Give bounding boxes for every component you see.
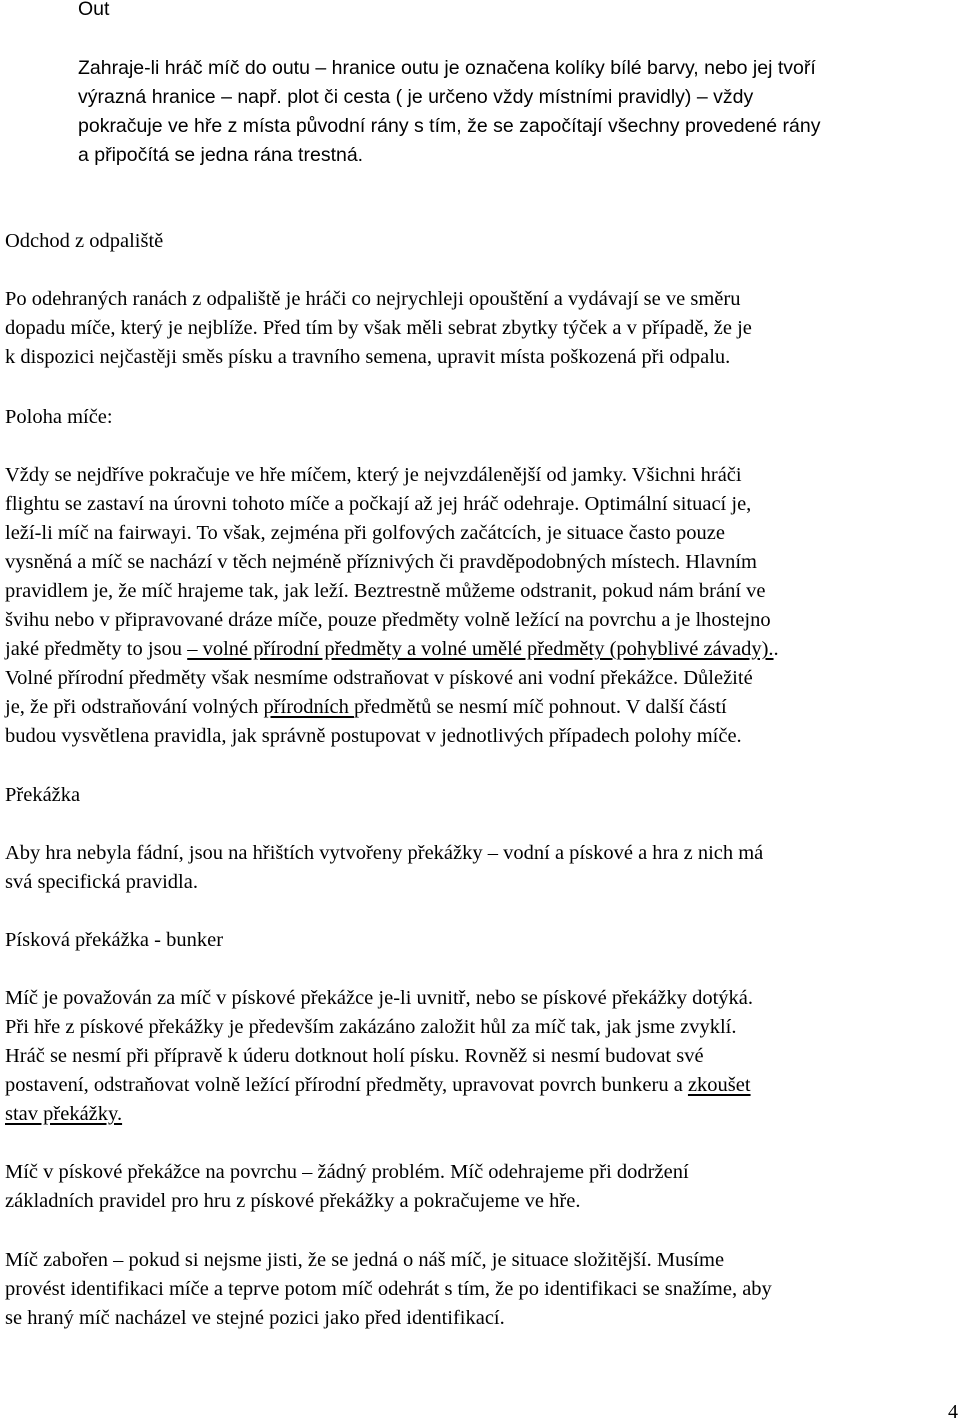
text-line: je, že při odstraňování volných přírodních předmětů se nesmí míč pohnout. V další částí [5,696,727,718]
paragraph-zaboren [5,1246,954,1333]
underlined-term: stav překážky. [5,1103,123,1125]
text-line: Volné přírodní předměty však nesmíme odstraňovat v pískové ani vodní překážce. Důležité [5,667,753,689]
paragraph-poloha [5,461,954,751]
text-line: provést identifikaci míče a teprve potom míč odehrát s tím, že po identifikaci se snažíme, aby [5,1278,772,1300]
heading-bunker: Písková překážka - bunker [5,929,224,951]
page-number: 4 [948,1401,958,1423]
underlined-term: přírodních [263,696,354,718]
text-line: základních pravidel pro hru z pískové překážky a pokračujeme ve hře. [5,1190,581,1212]
paragraph-povrch [5,1158,954,1216]
heading-out: Out [78,0,110,20]
text-line: leží-li míč na fairwayi. To však, zejména při golfových začátcích, je situace často pouze [5,522,725,544]
text-line: k dispozici nejčastěji směs písku a travního semena, upravit místa poškozená při odpalu. [5,346,731,368]
underlined-term: zkoušet [687,1074,751,1096]
heading-poloha: Poloha míče: [5,406,113,428]
paragraph-bunker [5,984,954,1129]
text-line: svá specifická pravidla. [5,871,198,893]
text-line: vysněná a míč se nachází v těch nejméně příznivých či pravděpodobných místech. Hlavním [5,551,757,573]
text-line: Hráč se nesmí při přípravě k úderu dotknout holí písku. Rovněž si nesmí budovat své [5,1045,704,1067]
paragraph-odchod [5,285,954,372]
paragraph-out [78,54,954,170]
text-line: flightu se zastaví na úrovni tohoto míče a počkají až jej hráč odehraje. Optimální situací je, [5,493,752,515]
text-line: Míč zabořen – pokud si nejsme jisti, že se jedná o náš míč, je situace složitější. Musíme [5,1249,725,1271]
text-line: Aby hra nebyla fádní, jsou na hřištích vytvořeny překážky – vodní a pískové a hra z nich má [5,842,764,864]
underlined-term: – volné přírodní předměty a volné umělé předměty (pohyblivé závady). [187,638,774,660]
text-line: Zahraje-li hráč míč do outu – hranice outu je označena kolíky bílé barvy, nebo jej tvoří [78,57,816,79]
text-line: budou vysvětlena pravidla, jak správně postupovat v jednotlivých případech polohy míče. [5,725,742,747]
text-line: pravidlem je, že míč hrajeme tak, jak leží. Beztrestně můžeme odstranit, pokud nám brání ve [5,580,766,602]
text-line: švihu nebo v připravované dráze míče, pouze předměty volně ležící na povrchu a je lhostejno [5,609,771,631]
text-line: Při hře z pískové překážky je především zakázáno založit hůl za míč tak, jak jsme zvyklí. [5,1016,737,1038]
text-line: Vždy se nejdříve pokračuje ve hře míčem, který je nejvzdálenější od jamky. Všichni hráči [5,464,742,486]
text-line: se hraný míč nacházel ve stejné pozici jako před identifikací. [5,1307,505,1329]
text-line: jaké předměty to jsou – volné přírodní předměty a volné umělé předměty (pohyblivé závady).. [5,638,779,660]
text-line: Po odehraných ranách z odpaliště je hráči co nejrychleji opouštění a vydávají se ve směru [5,288,741,310]
text-line: a připočítá se jedna rána trestná. [78,144,364,166]
text-line: pokračuje ve hře z místa původní rány s tím, že se započítají všechny provedené rány [78,115,821,137]
heading-prekazka: Překážka [5,784,81,806]
heading-odchod: Odchod z odpaliště [5,230,164,252]
text-line: postavení, odstraňovat volně ležící přírodní předměty, upravovat povrch bunkeru a zkoušet [5,1074,751,1096]
text-line: výrazná hranice – např. plot či cesta ( je určeno vždy místními pravidly) – vždy [78,86,754,108]
paragraph-prekazka [5,839,954,897]
text-line: dopadu míče, který je nejblíže. Před tím by však měli sebrat zbytky týček a v případě, že je [5,317,752,339]
text-line: Míč je považován za míč v pískové překážce je-li uvnitř, nebo se pískové překážky dotýká. [5,987,753,1009]
text-line [5,1100,954,1129]
text-line: Míč v pískové překážce na povrchu – žádný problém. Míč odehrajeme při dodržení [5,1161,689,1183]
